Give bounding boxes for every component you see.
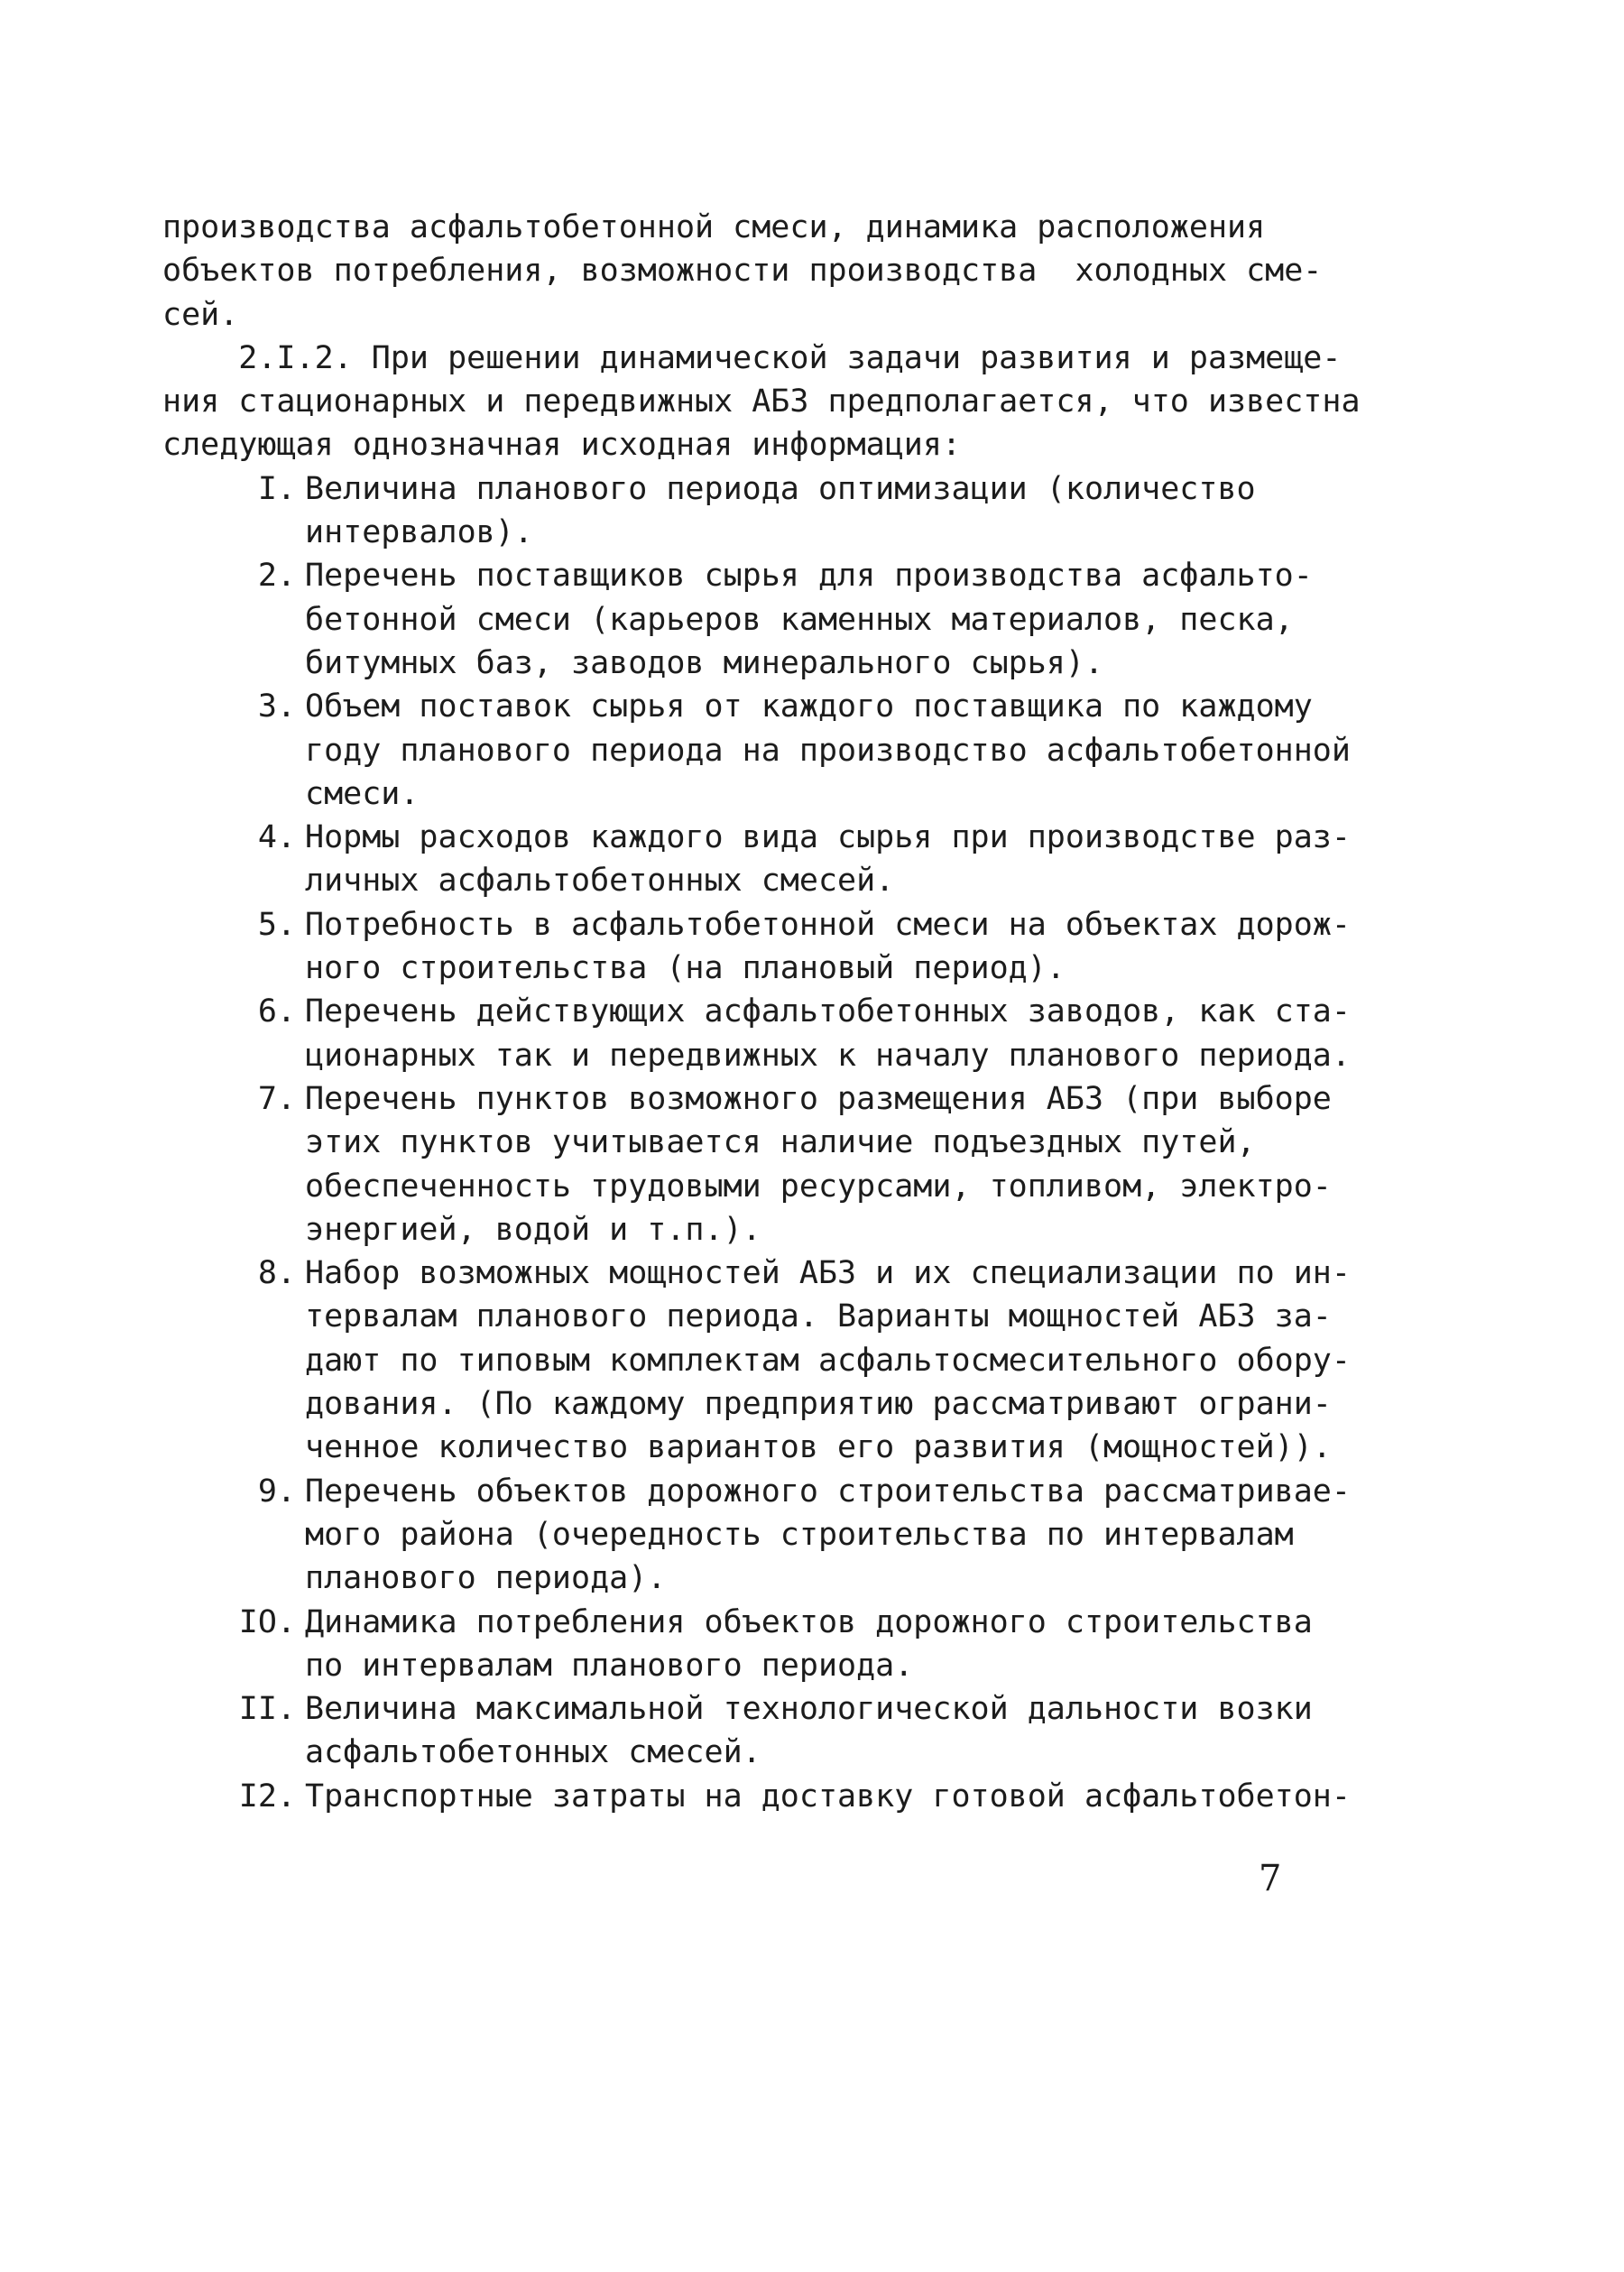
list-item-text-line: Перечень объектов дорожного строительства рассматривае- (305, 1473, 1351, 1510)
page-number: 7 (1259, 1858, 1282, 1899)
list-item-text-line: ционарных так и передвижных к началу планового периода. (305, 1037, 1351, 1074)
list-item-number: 4. (257, 819, 296, 856)
text-line: ния стационарных и передвижных АБЗ предполагается, что известна (162, 383, 1361, 420)
list-item (162, 554, 1313, 685)
list-item-text-line: Перечень действующих асфальтобетонных заводов, как ста- (305, 993, 1351, 1030)
list-item (162, 990, 1351, 1077)
list-item (162, 467, 1299, 555)
list-item-text-line: Транспортные затраты на доставку готовой асфальтобетон- (305, 1778, 1351, 1815)
list-item-number: I2. (238, 1778, 296, 1815)
list-item (162, 1251, 1351, 1469)
numbered-list (162, 467, 1351, 1818)
list-item-number: 3. (257, 688, 296, 725)
list-item-text-line: Величина планового периода оптимизации (количество (305, 470, 1256, 507)
list-item-text-line: году планового периода на производство асфальтобетонной (305, 732, 1351, 769)
list-item (162, 1470, 1351, 1601)
list-item (162, 1687, 1313, 1775)
list-item-number: II. (238, 1691, 296, 1728)
list-item-number: IO. (238, 1603, 296, 1640)
list-item (162, 903, 1351, 991)
text-line: производства асфальтобетонной смеси, динамика расположения (162, 209, 1266, 245)
list-item-text-line: интервалов). (305, 514, 533, 551)
list-item-text-line: тервалам планового периода. Варианты мощностей АБЗ за- (305, 1298, 1332, 1335)
list-item-text-line: Набор возможных мощностей АБЗ и их специализации по ин- (305, 1255, 1351, 1292)
text-line: объектов потребления, возможности производства холодных сме- (162, 253, 1323, 290)
list-item-text-line: личных асфальтобетонных смесей. (305, 863, 895, 900)
text-line: 2.I.2. При решении динамической задачи развития и размеще- (162, 339, 1342, 376)
list-item-number: 6. (257, 993, 296, 1030)
list-item-text-line: дают по типовым комплектам асфальтосмесительного обору- (305, 1342, 1351, 1379)
list-item-text-line: планового периода). (305, 1560, 667, 1597)
text-line: сей. (162, 296, 239, 333)
list-item (162, 1077, 1332, 1251)
list-item-text-line: битумных баз, заводов минерального сырья). (305, 644, 1104, 681)
list-item-text-line: бетонной смеси (карьеров каменных материалов, песка, (305, 601, 1294, 638)
list-item-text-line: обеспеченность трудовыми ресурсами, топливом, электро- (305, 1168, 1332, 1205)
text-line: следующая однозначная исходная информация: (162, 427, 962, 464)
list-item-text-line: Динамика потребления объектов дорожного строительства (305, 1603, 1313, 1640)
list-item-text-line: ного строительства (на плановый период). (305, 950, 1066, 987)
list-item (162, 685, 1351, 816)
list-item-number: 8. (257, 1255, 296, 1292)
intro-paragraph (162, 206, 1323, 337)
list-item-text-line: этих пунктов учитывается наличие подъездных путей, (305, 1124, 1256, 1161)
list-item-text-line: Нормы расходов каждого вида сырья при производстве раз- (305, 819, 1351, 856)
list-item-text-line: Потребность в асфальтобетонной смеси на объектах дорож- (305, 906, 1351, 943)
list-item-text-line: Перечень пунктов возможного размещения АБЗ (при выборе (305, 1080, 1332, 1117)
list-item (162, 1601, 1313, 1688)
list-item-text-line: Перечень поставщиков сырья для производства асфальто- (305, 558, 1313, 595)
list-item-number: 7. (257, 1080, 296, 1117)
list-item-number: I. (257, 470, 296, 507)
list-item (162, 816, 1351, 903)
list-item-number: 9. (257, 1473, 296, 1510)
list-item-text-line: Величина максимальной технологической дальности возки (305, 1691, 1313, 1728)
page-text (162, 206, 1361, 1818)
list-item-text-line: асфальтобетонных смесей. (305, 1734, 761, 1771)
section-paragraph (162, 337, 1361, 467)
list-item-number: 5. (257, 906, 296, 943)
list-item-text-line: смеси. (305, 775, 420, 812)
list-item-text-line: Объем поставок сырья от каждого поставщика по каждому (305, 688, 1313, 725)
list-item-text-line: по интервалам планового периода. (305, 1647, 914, 1684)
list-item (162, 1775, 1351, 1818)
list-item-text-line: ченное количество вариантов его развития (мощностей)). (305, 1429, 1332, 1466)
list-item-text-line: дования. (По каждому предприятию рассматривают ограни- (305, 1386, 1332, 1423)
list-item-number: 2. (257, 558, 296, 595)
list-item-text-line: мого района (очередность строительства по интервалам (305, 1516, 1294, 1553)
list-item-text-line: энергией, водой и т.п.). (305, 1211, 761, 1248)
